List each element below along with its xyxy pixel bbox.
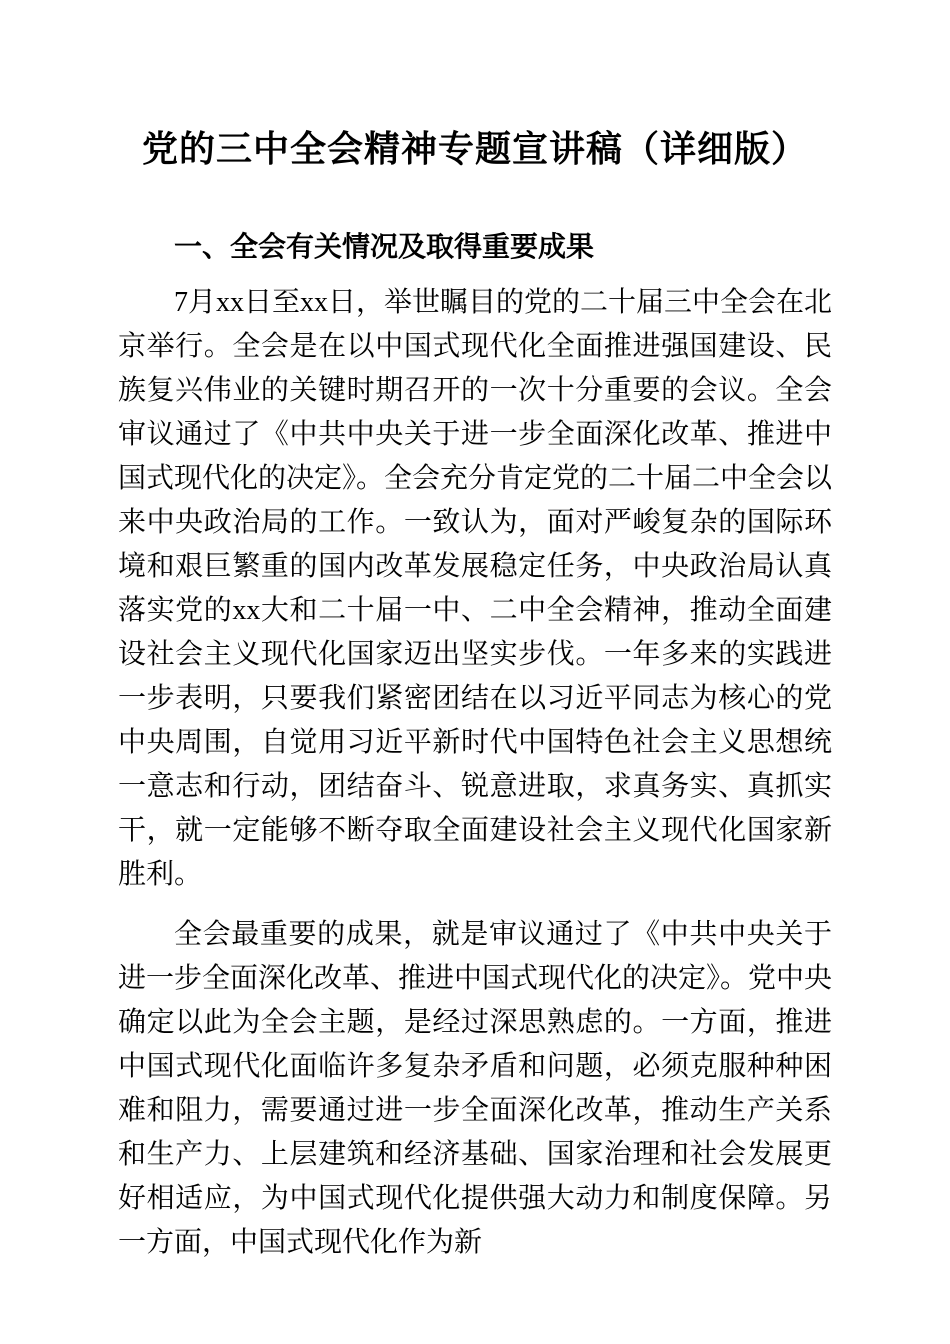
section-plenary-overview xyxy=(118,229,832,1265)
document-title: 党的三中全会精神专题宣讲稿（详细版） xyxy=(141,129,808,169)
section-heading: 一、全会有关情况及取得重要成果 xyxy=(174,230,595,262)
paragraph: 全会最重要的成果，就是审议通过了《中共中央关于进一步全面深化改革、推进中国式现代化的决定》。党中央确定以此为全会主题，是经过深思熟虑的。一方面，推进中国式现代化面临许多复杂矛盾和问题，必须克服种种困难和阻力，需要通过进一步全面深化改革，推动生产关系和生产力、上层建筑和经济基础、国家治理和社会发展更好相适应，为中国式现代化提供强大动力和制度保障。另一方面，中国式现代化作为新 xyxy=(118,919,833,1259)
paragraph: 7月xx日至xx日，举世瞩目的党的二十届三中全会在北京举行。全会是在以中国式现代化全面推进强国建设、民族复兴伟业的关键时期召开的一次十分重要的会议。全会审议通过了《中共中央关于进一步全面深化改革、推进中国式现代化的决定》。全会充分肯定党的二十届二中全会以来中央政治局的工作。一致认为，面对严峻复杂的国际环境和艰巨繁重的国内改革发展稳定任务，中央政治局认真落实党的xx大和二十届一中、二中全会精神，推动全面建设社会主义现代化国家迈出坚实步伐。一年多来的实践进一步表明，只要我们紧密团结在以习近平同志为核心的党中央周围，自觉用习近平新时代中国特色社会主义思想统一意志和行动，团结奋斗、锐意进取，求真务实、真抓实干，就一定能够不断夺取全面建设社会主义现代化国家新胜利。 xyxy=(118,287,833,891)
